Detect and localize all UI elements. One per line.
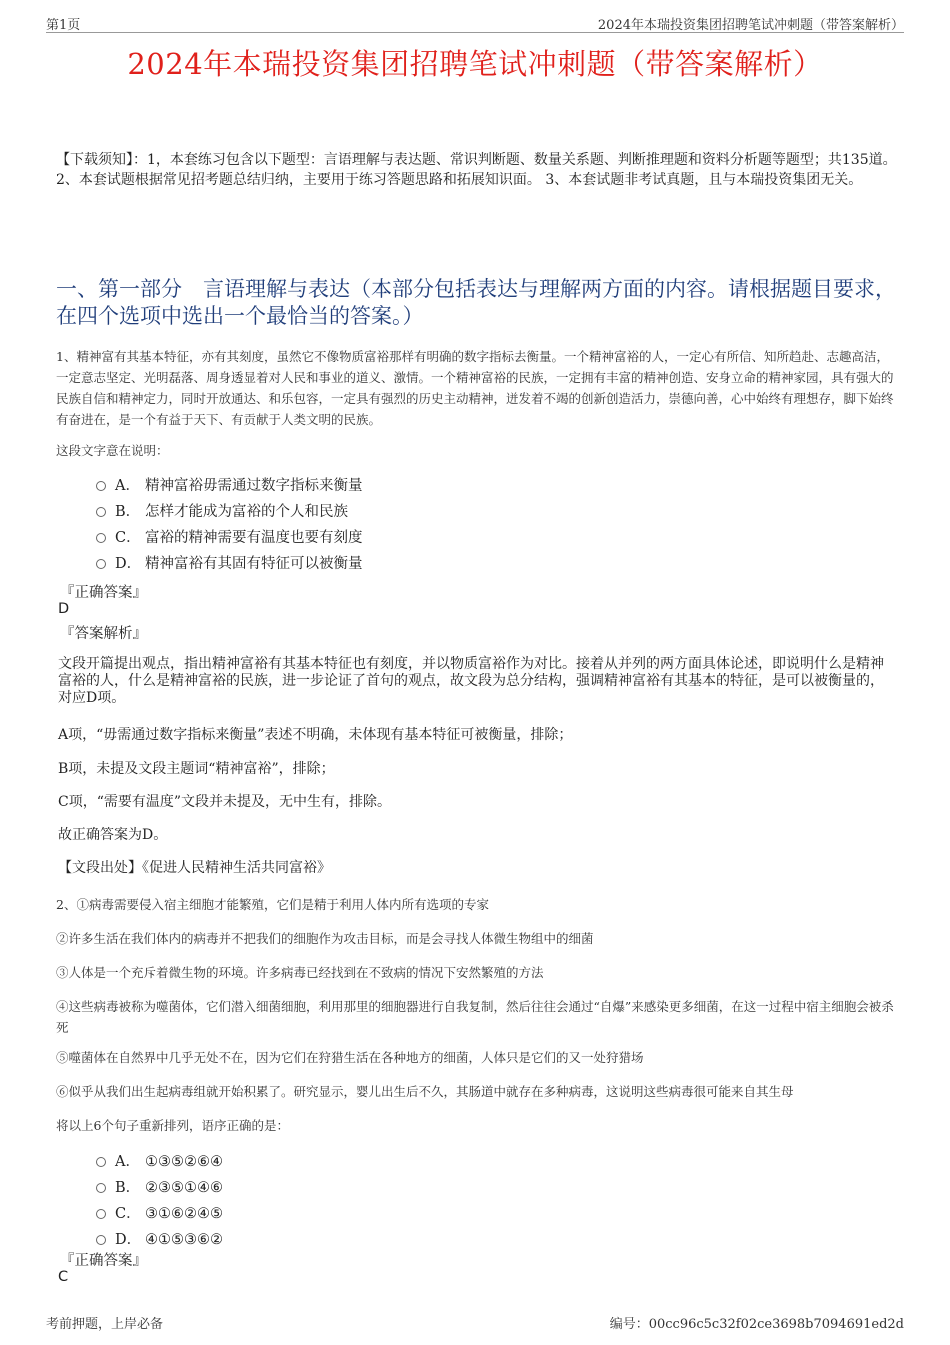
answer-label: 『正确答案』 bbox=[60, 1253, 147, 1269]
question-2-sentence: ④这些病毒被称为噬菌体，它们潜入细菌细胞，利用那里的细胞器进行自我复制，然后往往会通过“自爆”来感染更多细菌，在这一过程中宿主细胞会被杀死 bbox=[56, 999, 894, 1035]
footer-slogan: 考前押题，上岸必备 bbox=[46, 1317, 164, 1332]
radio-icon[interactable] bbox=[96, 481, 106, 491]
question-2-sentence: 2、①病毒需要侵入宿主细胞才能繁殖，它们是精于利用人体内所有选项的专家 bbox=[56, 897, 489, 912]
option-d[interactable]: D． 精神富裕有其固有特征可以被衡量 bbox=[96, 551, 363, 577]
question-2-sentence: ③人体是一个充斥着微生物的环境。许多病毒已经找到在不致病的情况下安然繁殖的方法 bbox=[56, 965, 544, 980]
section-heading: 一、第一部分 言语理解与表达（本部分包括表达与理解两方面的内容。请根据题目要求，在四个选项中选出一个最恰当的答案。） bbox=[56, 277, 896, 328]
analysis-paragraph: A项，“毋需通过数字指标来衡量”表述不明确，未体现有基本特征可被衡量，排除； bbox=[58, 727, 573, 743]
document-id: 编号：00cc96c5c32f02ce3698b7094691ed2d bbox=[609, 1317, 904, 1332]
correct-answer: C bbox=[58, 1269, 69, 1285]
option-a[interactable]: A． ①③⑤②⑥④ bbox=[96, 1149, 223, 1175]
question-1-stem: 1、精神富有其基本特征，亦有其刻度，虽然它不像物质富裕那样有明确的数字指标去衡量。一个精神富裕的人，一定心有所信、知所趋赴、志趣高洁，一定意志坚定、光明磊落、周身透显着对人民和事业的道义、激情。一个精神富裕的民族，一定拥有丰富的精神创造、安身立命的精神家园，具有强大的民族自信和精神定力，同时开放通达、和乐包容，一定具有强烈的历史主动精神，迸发着不竭的创新创造活力，崇德向善，心中始终有理想存，脚下始终有奋进在，是一个有益于天下、有贡献于人类文明的民族。 bbox=[56, 349, 894, 427]
question-2-options bbox=[96, 1149, 223, 1253]
option-c[interactable]: C． ③①⑥②④⑤ bbox=[96, 1201, 223, 1227]
radio-icon[interactable] bbox=[96, 1235, 106, 1245]
analysis-label: 『答案解析』 bbox=[60, 626, 147, 642]
source-citation: 【文段出处】《促进人民精神生活共同富裕》 bbox=[58, 860, 331, 876]
analysis-paragraph: B项，未提及文段主题词“精神富裕”，排除； bbox=[58, 761, 335, 777]
option-c[interactable]: C． 富裕的精神需要有温度也要有刻度 bbox=[96, 525, 363, 551]
radio-icon[interactable] bbox=[96, 1157, 106, 1167]
radio-icon[interactable] bbox=[96, 533, 106, 543]
question-1-prompt: 这段文字意在说明： bbox=[56, 443, 169, 458]
option-a[interactable]: A． 精神富裕毋需通过数字指标来衡量 bbox=[96, 473, 363, 499]
answer-label: 『正确答案』 bbox=[60, 585, 147, 601]
page-number: 第1页 bbox=[46, 18, 81, 33]
analysis-paragraph: 文段开篇提出观点，指出精神富裕有其基本特征也有刻度，并以物质富裕作为对比。接着从并列的两方面具体论述，即说明什么是精神富裕的人，什么是精神富裕的民族，进一步论证了首句的观点，故文段为总分结构，强调精神富裕有其基本的特征，是可以被衡量的，对应D项。 bbox=[58, 656, 884, 706]
header-doc-title: 2024年本瑞投资集团招聘笔试冲刺题（带答案解析） bbox=[597, 18, 904, 33]
question-2-sentence: ⑤噬菌体在自然界中几乎无处不在，因为它们在狩猎生活在各种地方的细菌，人体只是它们的又一处狩猎场 bbox=[56, 1050, 644, 1065]
option-b[interactable]: B． ②③⑤①④⑥ bbox=[96, 1175, 223, 1201]
question-1-options bbox=[96, 473, 363, 577]
analysis-paragraph: 故正确答案为D。 bbox=[58, 827, 168, 843]
radio-icon[interactable] bbox=[96, 1209, 106, 1219]
question-2-sentence: ⑥似乎从我们出生起病毒组就开始积累了。研究显示，婴儿出生后不久，其肠道中就存在多种病毒，这说明这些病毒很可能来自其生母 bbox=[56, 1084, 794, 1099]
option-d[interactable]: D． ④①⑤③⑥② bbox=[96, 1227, 223, 1253]
document-title: 2024年本瑞投资集团招聘笔试冲刺题（带答案解析） bbox=[127, 47, 823, 81]
option-b[interactable]: B． 怎样才能成为富裕的个人和民族 bbox=[96, 499, 363, 525]
download-notice: 【下载须知】：1，本套练习包含以下题型：言语理解与表达题、常识判断题、数量关系题、判断推理题和资料分析题等题型；共135道。 2、本套试题根据常见招考题总结归纳，主要用于练习答题思路和拓展知识面。 3、本套试题非考试真题，且与本瑞投资集团无关。 bbox=[56, 152, 897, 188]
correct-answer: D bbox=[58, 601, 70, 617]
radio-icon[interactable] bbox=[96, 1183, 106, 1193]
question-2-sentence: ②许多生活在我们体内的病毒并不把我们的细胞作为攻击目标，而是会寻找人体微生物组中的细菌 bbox=[56, 931, 594, 946]
question-2-prompt: 将以上6个句子重新排列，语序正确的是： bbox=[56, 1118, 289, 1133]
page-header bbox=[46, 14, 904, 33]
radio-icon[interactable] bbox=[96, 559, 106, 569]
analysis-paragraph: C项，“需要有温度”文段并未提及，无中生有，排除。 bbox=[58, 794, 392, 810]
radio-icon[interactable] bbox=[96, 507, 106, 517]
